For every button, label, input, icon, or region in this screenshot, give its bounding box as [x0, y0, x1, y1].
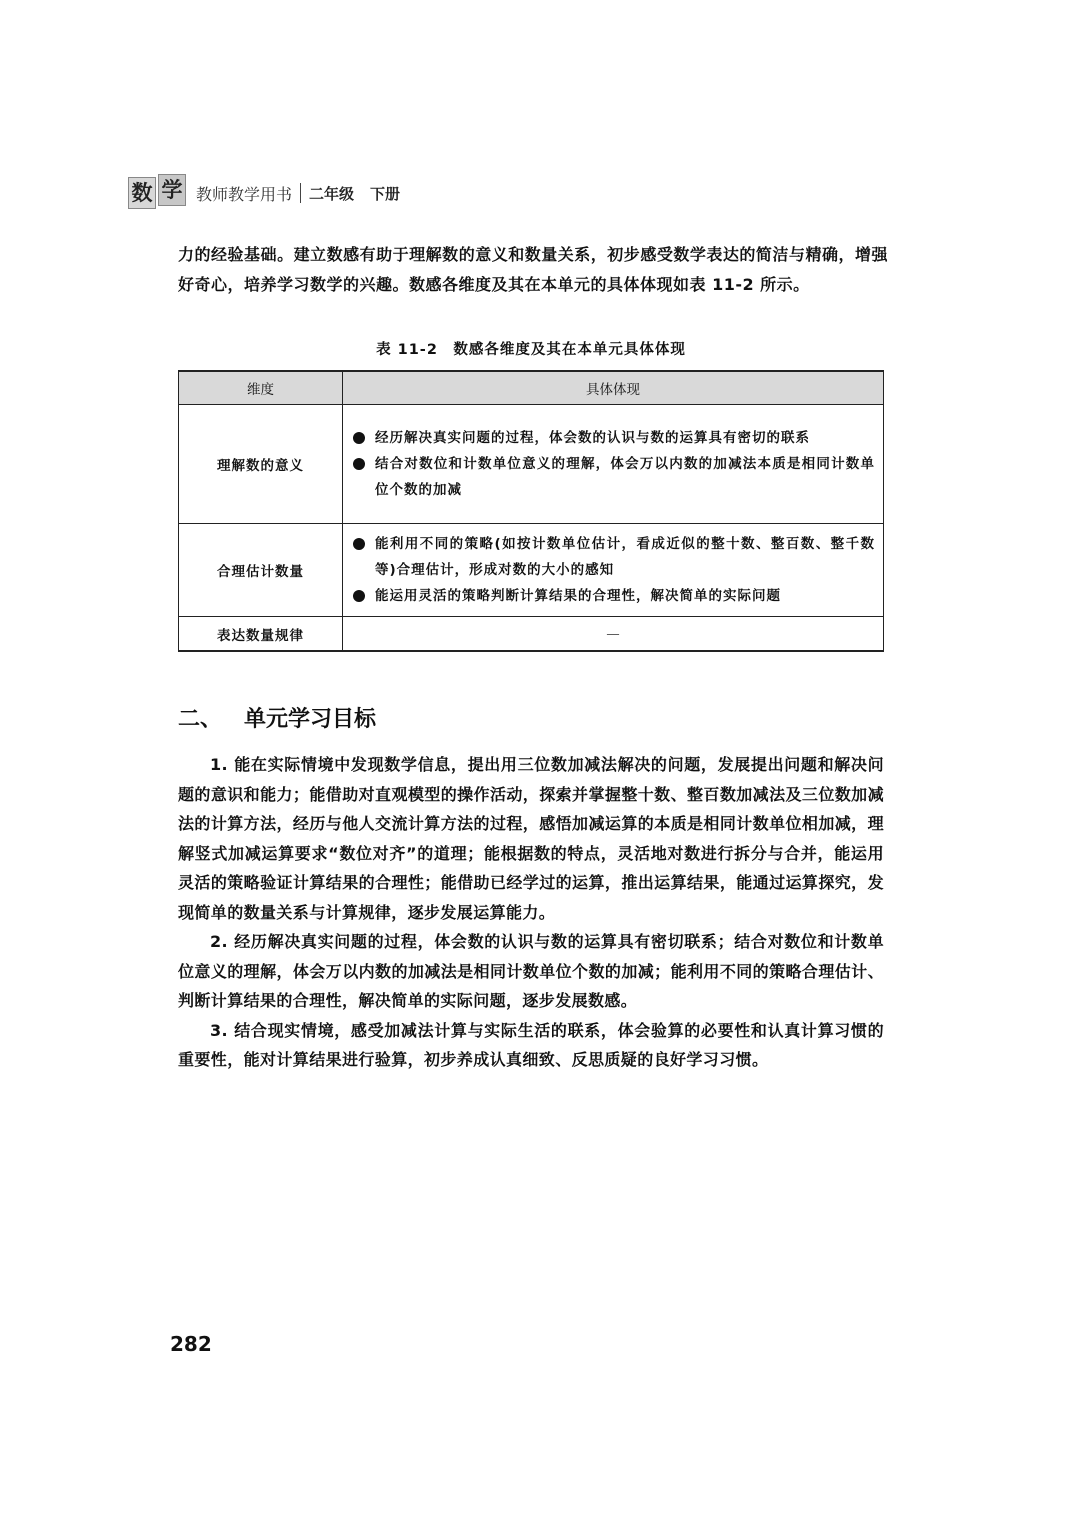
- page-number: 282: [170, 1332, 212, 1356]
- logo-char-xue: 学: [158, 174, 186, 206]
- objective-paragraph: 2. 经历解决真实问题的过程，体会数的认识与数的运算具有密切联系；结合对数位和计数单位意义的理解，体会万以内数的加减法是相同计数单位个数的加减；能利用不同的策略合理估计、判断计算结果的合理性，解决简单的实际问题，逐步发展数感。: [178, 932, 884, 1010]
- section-title: 单元学习目标: [244, 707, 377, 732]
- list-item-text: 结合对数位和计数单位意义的理解，体会万以内数的加减法本质是相同计数单位个数的加减: [375, 456, 875, 498]
- objective-paragraph: 3. 结合现实情境，感受加减法计算与实际生活的联系，体会验算的必要性和认真计算习惯的重要性，能对计算结果进行验算，初步养成认真细致、反思质疑的良好学习习惯。: [178, 1020, 884, 1069]
- bullet-icon: [353, 590, 365, 602]
- running-header: [128, 176, 400, 210]
- table-caption: 表 11-2 数感各维度及其在本单元具体体现: [376, 342, 686, 358]
- header-grade: 二年级: [309, 184, 355, 203]
- table-header-row: [179, 371, 884, 405]
- header-volume: 下册: [370, 184, 401, 203]
- header-book-title: 教师教学用书: [196, 184, 293, 204]
- section-heading: [178, 702, 376, 733]
- header-detail: 具体体现: [343, 371, 884, 405]
- intro-paragraph: 力的经验基础。建立数感有助于理解数的意义和数量关系，初步感受数学表达的简洁与精确，增强好奇心，培养学习数学的兴趣。数感各维度及其在本单元的具体体现如表 11-2 所示。: [178, 245, 888, 294]
- header-divider: [300, 183, 301, 203]
- dimension-cell: 理解数的意义: [179, 405, 343, 524]
- dimension-cell: 合理估计数量: [179, 524, 343, 617]
- bullet-icon: [353, 538, 365, 550]
- detail-cell: [343, 524, 884, 617]
- table-row: [179, 617, 884, 652]
- objectives-list: [178, 750, 884, 1075]
- list-item-text: 能利用不同的策略(如按计数单位估计，看成近似的整十数、整百数、整千数等)合理估计，形成对数的大小的感知: [375, 536, 875, 578]
- header-dimension: 维度: [179, 371, 343, 405]
- bullet-icon: [353, 458, 365, 470]
- objective-paragraph: 1. 能在实际情境中发现数学信息，提出用三位数加减法解决的问题，发展提出问题和解决问题的意识和能力；能借助对直观模型的操作活动，探索并掌握整十数、整百数加减法及三位数加减法的计算方法，经历与他人交流计算方法的过程，感悟加减运算的本质是相同计数单位相加减，理解竖式加减运算要求“数位对齐”的道理；能根据数的特点，灵活地对数进行拆分与合并，能运用灵活的策略验证计算结果的合理性；能借助已经学过的运算，推出运算结果，能通过运算探究，发现简单的数量关系与计算规律，逐步发展运算能力。: [178, 755, 884, 922]
- list-item: [353, 425, 875, 451]
- detail-cell: [343, 405, 884, 524]
- logo-char-shu: 数: [128, 177, 156, 209]
- list-item-text: 经历解决真实问题的过程，体会数的认识与数的运算具有密切的联系: [375, 430, 810, 446]
- number-sense-table: [178, 370, 884, 652]
- table-row: [179, 524, 884, 617]
- bullet-icon: [353, 432, 365, 444]
- empty-detail-dash: —: [343, 617, 884, 652]
- list-item: [353, 531, 875, 583]
- dimension-cell: 表达数量规律: [179, 617, 343, 652]
- list-item-text: 能运用灵活的策略判断计算结果的合理性，解决简单的实际问题: [375, 588, 781, 604]
- section-number: 二、: [178, 707, 223, 732]
- list-item: [353, 583, 875, 609]
- table-row: [179, 405, 884, 524]
- list-item: [353, 451, 875, 503]
